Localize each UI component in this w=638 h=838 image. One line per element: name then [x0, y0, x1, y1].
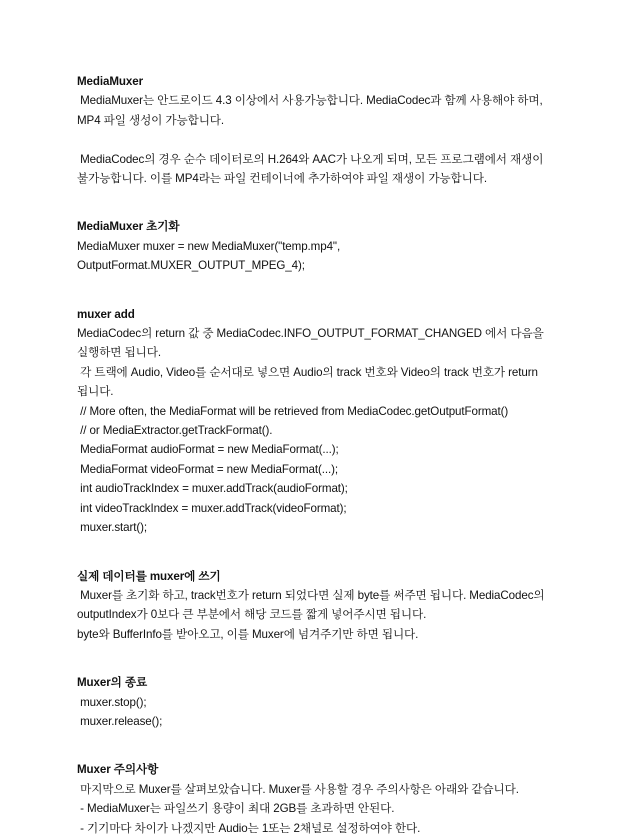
code-line: muxer.release(); [77, 714, 163, 728]
list-item: - 기기마다 차이가 나겠지만 Audio는 1또는 2채널로 설정하여야 한다. [77, 821, 421, 835]
section-spacer [77, 731, 577, 760]
code-line: muxer.start(); [77, 521, 148, 535]
section-heading: MediaMuxer 초기화 [77, 220, 180, 234]
code-line: muxer.stop(); [77, 695, 147, 709]
code-line: OutputFormat.MUXER_OUTPUT_MPEG_4); [77, 259, 305, 273]
code-line: int audioTrackIndex = muxer.addTrack(audioFormat); [77, 482, 348, 496]
paragraph-line: MediaCodec의 return 값 중 MediaCodec.INFO_OUTPUT_FORMAT_CHANGED 에서 다음을 [77, 327, 544, 341]
section-heading: 실제 데이터를 muxer에 쓰기 [77, 569, 221, 583]
section-spacer [77, 276, 577, 305]
code-line: MediaFormat audioFormat = new MediaFormat(...); [77, 443, 339, 457]
paragraph-line: 각 트랙에 Audio, Video를 순서대로 넣으면 Audio의 track 번호와 Video의 track 번호가 return [77, 365, 538, 379]
section-mediamuxer [77, 72, 577, 188]
code-line: // More often, the MediaFormat will be retrieved from MediaCodec.getOutputFormat() [77, 404, 509, 418]
code-line: int videoTrackIndex = muxer.addTrack(videoFormat); [77, 501, 347, 515]
code-line: MediaFormat videoFormat = new MediaFormat(...); [77, 462, 338, 476]
section-spacer [77, 538, 577, 567]
paragraph-line: Muxer를 초기화 하고, track번호가 return 되었다면 실제 byte를 써주면 됩니다. MediaCodec의 [77, 588, 545, 602]
section-spacer [77, 644, 577, 673]
paragraph-line: 실행하면 됩니다. [77, 346, 161, 360]
paragraph-line: MP4 파일 생성이 가능합니다. [77, 113, 225, 127]
section-heading: Muxer 주의사항 [77, 763, 159, 777]
section-muxer-stop [77, 673, 577, 731]
paragraph-line: outputIndex가 0보다 큰 부분에서 해당 코드를 짧게 넣어주시면 됩니다. [77, 608, 427, 622]
section-spacer [77, 188, 577, 217]
paragraph-line: 됩니다. [77, 385, 114, 399]
section-heading: Muxer의 종료 [77, 676, 148, 690]
paragraph-line: byte와 BufferInfo를 받아오고, 이를 Muxer에 넘겨주기만 하면 됩니다. [77, 627, 419, 641]
paragraph-line: MediaMuxer는 안드로이드 4.3 이상에서 사용가능합니다. MediaCodec과 함께 사용해야 하며, [77, 94, 543, 108]
section-muxer-add [77, 305, 577, 538]
paragraph-line: MediaCodec의 경우 순수 데이터로의 H.264와 AAC가 나오게 되며, 모든 프로그램에서 재생이 [77, 152, 544, 166]
section-write-data [77, 567, 577, 645]
paragraph-line: 불가능합니다. 이를 MP4라는 파일 컨테이너에 추가하여야 파일 재생이 가능합니다. [77, 172, 487, 186]
blank-line [77, 130, 577, 149]
list-item: - MediaMuxer는 파일쓰기 용량이 최대 2GB를 초과하면 안된다. [77, 802, 395, 816]
code-line: MediaMuxer muxer = new MediaMuxer("temp.mp4", [77, 239, 341, 253]
code-line: // or MediaExtractor.getTrackFormat(). [77, 424, 273, 438]
section-heading: MediaMuxer [77, 75, 144, 88]
paragraph-line: 마지막으로 Muxer를 살펴보았습니다. Muxer를 사용할 경우 주의사항은 아래와 같습니다. [77, 782, 519, 796]
document-page [77, 72, 577, 838]
section-init [77, 217, 577, 275]
section-muxer-notes [77, 760, 577, 838]
section-heading: muxer add [77, 307, 135, 321]
